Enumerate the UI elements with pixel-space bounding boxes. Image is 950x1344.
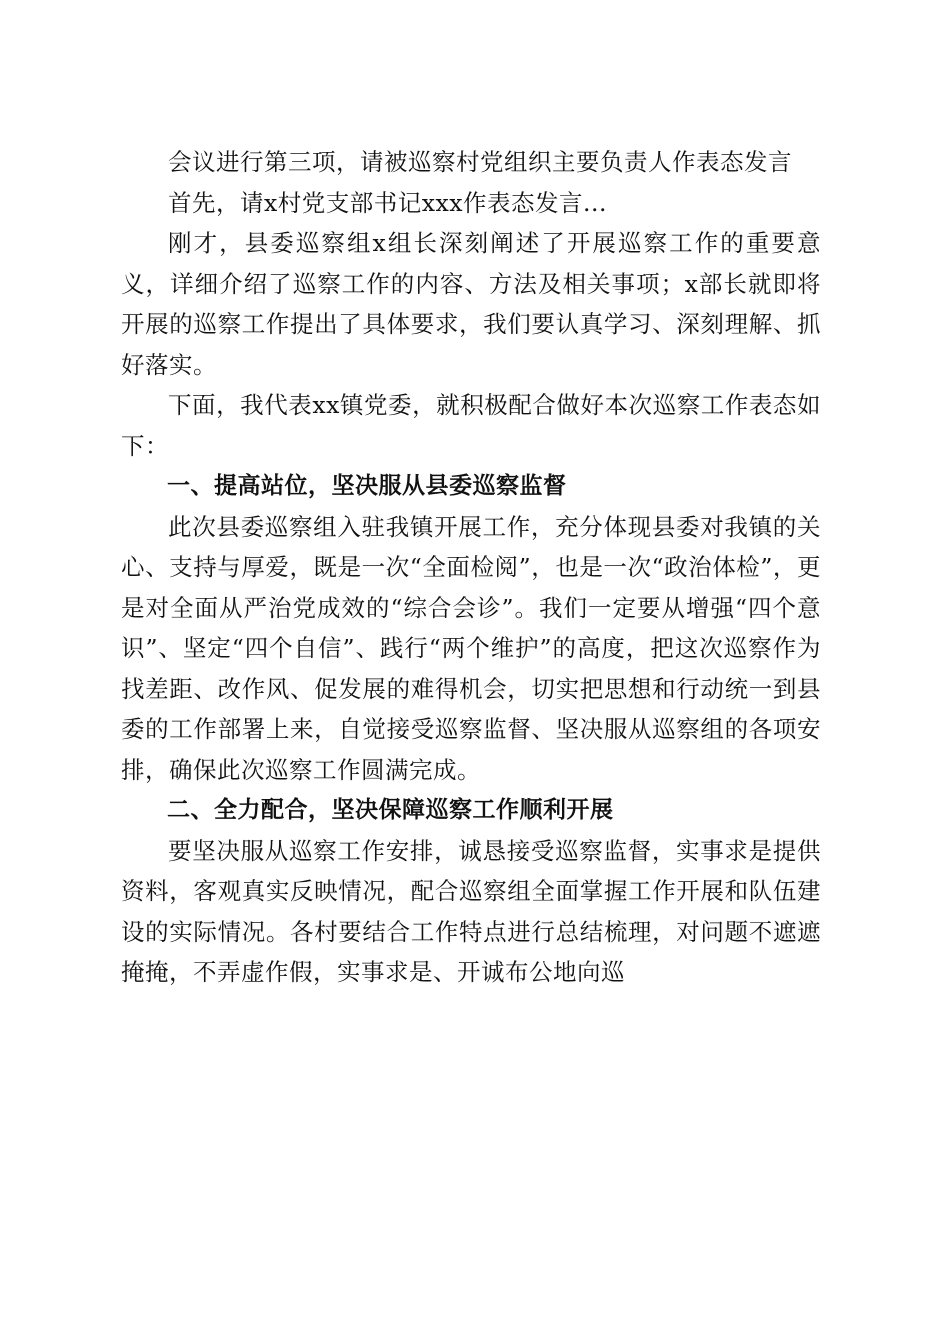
section-heading-two: 二、全力配合，坚决保障巡察工作顺利开展	[167, 797, 614, 823]
paragraph-first-speaker: 首先，请x村党支部书记xxx作表态发言...	[168, 188, 607, 217]
paragraph-section-two-body: 要坚决服从巡察工作安排，诚恳接受巡察监督，实事求是提供资料，客观真实反映情况，配合巡察组全面掌握工作开展和队伍建设的实际情况。各村要结合工作特点进行总结梳理，对问题不遮遮掩掩，不弄虚作假，实事求是、开诚布公地向巡	[121, 836, 821, 986]
paragraph-section-one-body: 此次县委巡察组入驻我镇开展工作，充分体现县委对我镇的关心、支持与厚爱，既是一次“全面检阅”，也是一次“政治体检”，更是对全面从严治党成效的“综合会诊”。我们一定要从增强“四个意识”、坚定“四个自信”、践行“两个维护”的高度，把这次巡察作为找差距、改作风、促发展的难得机会，切实把思想和行动统一到县委的工作部署上来，自觉接受巡察监督、坚决服从巡察组的各项安排，确保此次巡察工作圆满完成。	[121, 512, 821, 784]
paragraph-agenda-item-three: 会议进行第三项，请被巡察村党组织主要负责人作表态发言	[168, 148, 792, 176]
section-heading-one: 一、提高站位，坚决服从县委巡察监督	[167, 473, 567, 499]
document-body	[121, 142, 821, 993]
paragraph-recap: 刚才，县委巡察组x组长深刻阐述了开展巡察工作的重要意义，详细介绍了巡察工作的内容、方法及相关事项；x部长就即将开展的巡察工作提出了具体要求，我们要认真学习、深刻理解、抓好落实。	[121, 229, 821, 379]
paragraph-statement-intro: 下面，我代表xx镇党委，就积极配合做好本次巡察工作表态如下：	[121, 391, 821, 460]
